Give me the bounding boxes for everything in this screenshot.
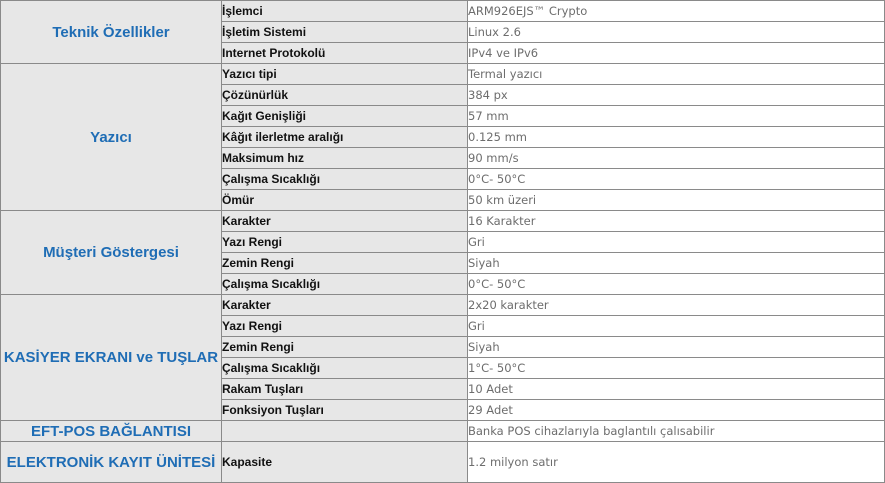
row-value: 16 Karakter	[468, 211, 885, 232]
row-value: IPv4 ve IPv6	[468, 43, 885, 64]
row-value: Siyah	[468, 337, 885, 358]
row-label: Yazı Rengi	[222, 232, 468, 253]
row-value: 1.2 milyon satır	[468, 442, 885, 483]
row-label: Çalışma Sıcaklığı	[222, 274, 468, 295]
row-value: 1°C- 50°C	[468, 358, 885, 379]
table-row	[1, 1, 885, 22]
row-label: Çalışma Sıcaklığı	[222, 169, 468, 190]
row-value: 0°C- 50°C	[468, 274, 885, 295]
row-value: Linux 2.6	[468, 22, 885, 43]
row-value: Termal yazıcı	[468, 64, 885, 85]
row-label: Fonksiyon Tuşları	[222, 400, 468, 421]
table-row	[1, 64, 885, 85]
table-row	[1, 211, 885, 232]
row-label: Kâğıt ilerletme aralığı	[222, 127, 468, 148]
row-value: 0.125 mm	[468, 127, 885, 148]
row-label: Zemin Rengi	[222, 337, 468, 358]
row-label: Zemin Rengi	[222, 253, 468, 274]
section-title-elektronik-kayit: ELEKTRONİK KAYIT ÜNİTESİ	[1, 442, 222, 483]
row-value: 29 Adet	[468, 400, 885, 421]
section-title-eft-pos: EFT-POS BAĞLANTISI	[1, 421, 222, 442]
row-label: Rakam Tuşları	[222, 379, 468, 400]
row-label: Çözünürlük	[222, 85, 468, 106]
table-row	[1, 295, 885, 316]
row-label: Yazıcı tipi	[222, 64, 468, 85]
section-title-teknik-ozellikler: Teknik Özellikler	[1, 1, 222, 64]
table-row	[1, 442, 885, 483]
row-value: 2x20 karakter	[468, 295, 885, 316]
row-value: 10 Adet	[468, 379, 885, 400]
row-value: 384 px	[468, 85, 885, 106]
row-label: Ömür	[222, 190, 468, 211]
row-value: Siyah	[468, 253, 885, 274]
row-label: Çalışma Sıcaklığı	[222, 358, 468, 379]
row-label: İşlemci	[222, 1, 468, 22]
row-label: Maksimum hız	[222, 148, 468, 169]
table-row	[1, 421, 885, 442]
row-value: 90 mm/s	[468, 148, 885, 169]
row-value: 50 km üzeri	[468, 190, 885, 211]
row-label	[222, 421, 468, 442]
row-value: Gri	[468, 316, 885, 337]
row-label: Karakter	[222, 295, 468, 316]
row-label: Kağıt Genişliği	[222, 106, 468, 127]
row-value: 57 mm	[468, 106, 885, 127]
row-value: Banka POS cihazlarıyla baglantılı çalısabilir	[468, 421, 885, 442]
row-label: Yazı Rengi	[222, 316, 468, 337]
row-label: Karakter	[222, 211, 468, 232]
section-title-kasiyer-ekrani: KASİYER EKRANI ve TUŞLAR	[1, 295, 222, 421]
section-title-yazici: Yazıcı	[1, 64, 222, 211]
row-label: İşletim Sistemi	[222, 22, 468, 43]
row-label: Internet Protokolü	[222, 43, 468, 64]
section-title-musteri-gostergesi: Müşteri Göstergesi	[1, 211, 222, 295]
row-value: 0°C- 50°C	[468, 169, 885, 190]
row-value: ARM926EJS™ Crypto	[468, 1, 885, 22]
row-value: Gri	[468, 232, 885, 253]
row-label: Kapasite	[222, 442, 468, 483]
